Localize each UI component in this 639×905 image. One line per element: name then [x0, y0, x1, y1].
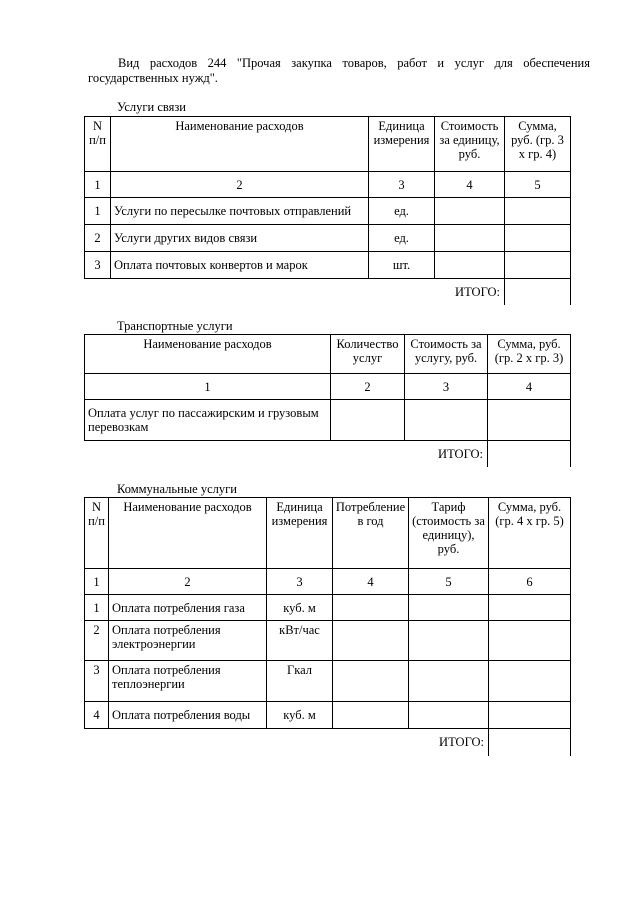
row-number: 4 — [85, 702, 109, 729]
row-unit-price-cell[interactable] — [435, 252, 505, 279]
row-unit: куб. м — [267, 702, 333, 729]
row-number: 2 — [85, 621, 109, 661]
communication-title: Услуги связи — [117, 100, 186, 114]
row-number: 2 — [85, 225, 111, 252]
total-label: ИТОГО: — [438, 446, 483, 461]
col-number: 2 — [109, 569, 267, 595]
col-header-sum: Сумма, руб. (гр. 4 x гр. 5) — [489, 498, 571, 569]
col-header-sum: Сумма, руб. (гр. 2 x гр. 3) — [488, 335, 571, 374]
transport-total-row — [85, 441, 571, 467]
transport-number-row — [85, 374, 571, 400]
total-sum-cell[interactable] — [489, 729, 571, 756]
row-unit: Гкал — [267, 661, 333, 702]
row-tariff-cell[interactable] — [409, 702, 489, 729]
col-number: 3 — [267, 569, 333, 595]
table-row — [85, 252, 571, 279]
row-name: Оплата потребления электроэнергии — [109, 621, 267, 661]
row-name: Услуги по пересылке почтовых отправлений — [111, 198, 369, 225]
row-quantity-cell[interactable] — [331, 400, 405, 441]
row-unit-price-cell[interactable] — [435, 198, 505, 225]
row-sum-cell[interactable] — [488, 400, 571, 441]
row-name: Оплата услуг по пассажирским и грузовым перевозкам — [85, 400, 331, 441]
col-number: 2 — [111, 172, 369, 198]
col-number: 5 — [505, 172, 571, 198]
table-row — [85, 595, 571, 621]
utilities-title: Коммунальные услуги — [117, 482, 237, 496]
col-number: 1 — [85, 172, 111, 198]
communication-number-row — [85, 172, 571, 198]
row-sum-cell[interactable] — [505, 252, 571, 279]
row-unit: шт. — [369, 252, 435, 279]
total-label: ИТОГО: — [439, 735, 484, 750]
row-sum-cell[interactable] — [505, 198, 571, 225]
col-number: 4 — [488, 374, 571, 400]
col-header-name: Наименование расходов — [85, 335, 331, 374]
transport-title: Транспортные услуги — [117, 319, 233, 333]
row-unit: ед. — [369, 198, 435, 225]
table-row — [85, 225, 571, 252]
utilities-total-row — [85, 729, 571, 756]
communication-table — [84, 116, 571, 305]
row-tariff-cell[interactable] — [409, 595, 489, 621]
col-header-unit-price: Стоимость за единицу, руб. — [435, 117, 505, 172]
col-header-unit: Единица измерения — [267, 498, 333, 569]
col-header-name: Наименование расходов — [109, 498, 267, 569]
col-number: 1 — [85, 569, 109, 595]
row-name: Оплата потребления теплоэнергии — [109, 661, 267, 702]
row-number: 1 — [85, 198, 111, 225]
table-row — [85, 198, 571, 225]
row-consumption-cell[interactable] — [333, 661, 409, 702]
row-consumption-cell[interactable] — [333, 621, 409, 661]
col-header-number: N п/п — [85, 498, 109, 569]
row-sum-cell[interactable] — [489, 595, 571, 621]
col-header-quantity: Количество услуг — [331, 335, 405, 374]
col-number: 3 — [369, 172, 435, 198]
row-unit-price-cell[interactable] — [435, 225, 505, 252]
row-unit: кВт/час — [267, 621, 333, 661]
row-number: 3 — [85, 252, 111, 279]
row-sum-cell[interactable] — [505, 225, 571, 252]
communication-header-row — [85, 117, 571, 172]
row-name: Оплата потребления газа — [109, 595, 267, 621]
row-unit-price-cell[interactable] — [405, 400, 488, 441]
col-header-tariff: Тариф (стоимость за единицу), руб. — [409, 498, 489, 569]
total-sum-cell[interactable] — [505, 279, 571, 305]
col-number: 5 — [409, 569, 489, 595]
col-number: 3 — [405, 374, 488, 400]
utilities-header-row — [85, 498, 571, 569]
row-name: Оплата почтовых конвертов и марок — [111, 252, 369, 279]
col-number: 1 — [85, 374, 331, 400]
col-number: 6 — [489, 569, 571, 595]
utilities-table — [84, 497, 571, 756]
row-sum-cell[interactable] — [489, 702, 571, 729]
row-unit: куб. м — [267, 595, 333, 621]
intro-paragraph: Вид расходов 244 "Прочая закупка товаров, работ и услуг для обеспечения государственных нужд". — [88, 56, 590, 85]
col-header-number: N п/п — [85, 117, 111, 172]
col-number: 2 — [331, 374, 405, 400]
col-header-sum: Сумма, руб. (гр. 3 x гр. 4) — [505, 117, 571, 172]
col-number: 4 — [435, 172, 505, 198]
row-number: 1 — [85, 595, 109, 621]
col-header-unit-price: Стоимость за услугу, руб. — [405, 335, 488, 374]
row-sum-cell[interactable] — [489, 661, 571, 702]
communication-total-row — [85, 279, 571, 305]
row-name: Услуги других видов связи — [111, 225, 369, 252]
row-sum-cell[interactable] — [489, 621, 571, 661]
table-row — [85, 661, 571, 702]
row-consumption-cell[interactable] — [333, 702, 409, 729]
table-row — [85, 400, 571, 441]
row-tariff-cell[interactable] — [409, 621, 489, 661]
row-name: Оплата потребления воды — [109, 702, 267, 729]
transport-table — [84, 334, 571, 467]
total-sum-cell[interactable] — [488, 441, 571, 467]
table-row — [85, 621, 571, 661]
col-number: 4 — [333, 569, 409, 595]
table-row — [85, 702, 571, 729]
col-header-unit: Единица измерения — [369, 117, 435, 172]
row-consumption-cell[interactable] — [333, 595, 409, 621]
col-header-name: Наименование расходов — [111, 117, 369, 172]
transport-header-row — [85, 335, 571, 374]
row-tariff-cell[interactable] — [409, 661, 489, 702]
row-unit: ед. — [369, 225, 435, 252]
total-label: ИТОГО: — [455, 284, 500, 299]
col-header-consumption: Потребление в год — [333, 498, 409, 569]
row-number: 3 — [85, 661, 109, 702]
utilities-number-row — [85, 569, 571, 595]
